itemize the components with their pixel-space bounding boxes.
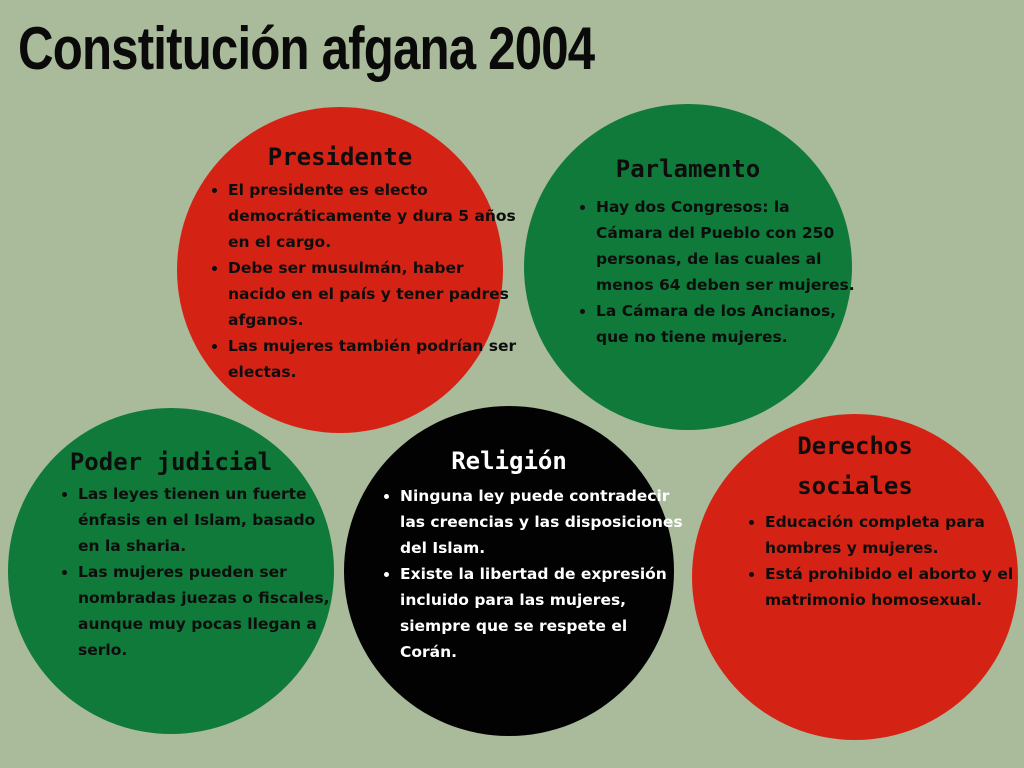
page-title: Constitución afgana 2004 — [18, 15, 595, 82]
list-item: • Las mujeres también podrían ser electas. — [228, 333, 520, 385]
derechos-heading-line2: sociales — [797, 472, 913, 500]
list-item: • La Cámara de los Ancianos, que no tiene mujeres. — [596, 298, 858, 350]
list-item: • El presidente es electo democráticamente y dura 5 años en el cargo. — [228, 177, 520, 255]
presidente-circle — [177, 107, 517, 433]
religion-heading: Religión — [451, 447, 567, 475]
list-item: • Educación completa para hombres y mujeres. — [765, 509, 1024, 561]
derechos-sociales-list — [743, 509, 1024, 613]
list-item: • Existe la libertad de expresión incluido para las mujeres, siempre que se respete el Corán. — [400, 561, 686, 665]
list-item: • Las leyes tienen un fuerte énfasis en el Islam, basado en la sharia. — [78, 481, 340, 559]
presidente-heading: Presidente — [267, 143, 413, 171]
derechos-sociales-heading — [692, 426, 1018, 506]
religion-list — [378, 483, 686, 665]
derechos-heading-line1: Derechos — [797, 432, 913, 460]
list-item: • Ninguna ley puede contradecir las creencias y las disposiciones del Islam. — [400, 483, 686, 561]
poder-judicial-circle — [8, 408, 334, 734]
religion-circle — [344, 406, 683, 736]
poder-judicial-list — [56, 481, 340, 663]
poder-judicial-heading: Poder judicial — [69, 448, 273, 476]
list-item: • Debe ser musulmán, haber nacido en el país y tener padres afganos. — [228, 255, 520, 333]
list-item: • Las mujeres pueden ser nombradas juezas o fiscales, aunque muy pocas llegan a serlo. — [78, 559, 340, 663]
list-item: • Hay dos Congresos: la Cámara del Pueblo con 250 personas, de las cuales al menos 64 deben ser mujeres. — [596, 194, 858, 298]
parlamento-circle — [524, 104, 855, 430]
parlamento-list — [574, 194, 858, 350]
presidente-list — [206, 177, 520, 385]
derechos-sociales-circle — [692, 414, 1018, 740]
parlamento-heading: Parlamento — [615, 155, 761, 183]
list-item: • Está prohibido el aborto y el matrimonio homosexual. — [765, 561, 1024, 613]
